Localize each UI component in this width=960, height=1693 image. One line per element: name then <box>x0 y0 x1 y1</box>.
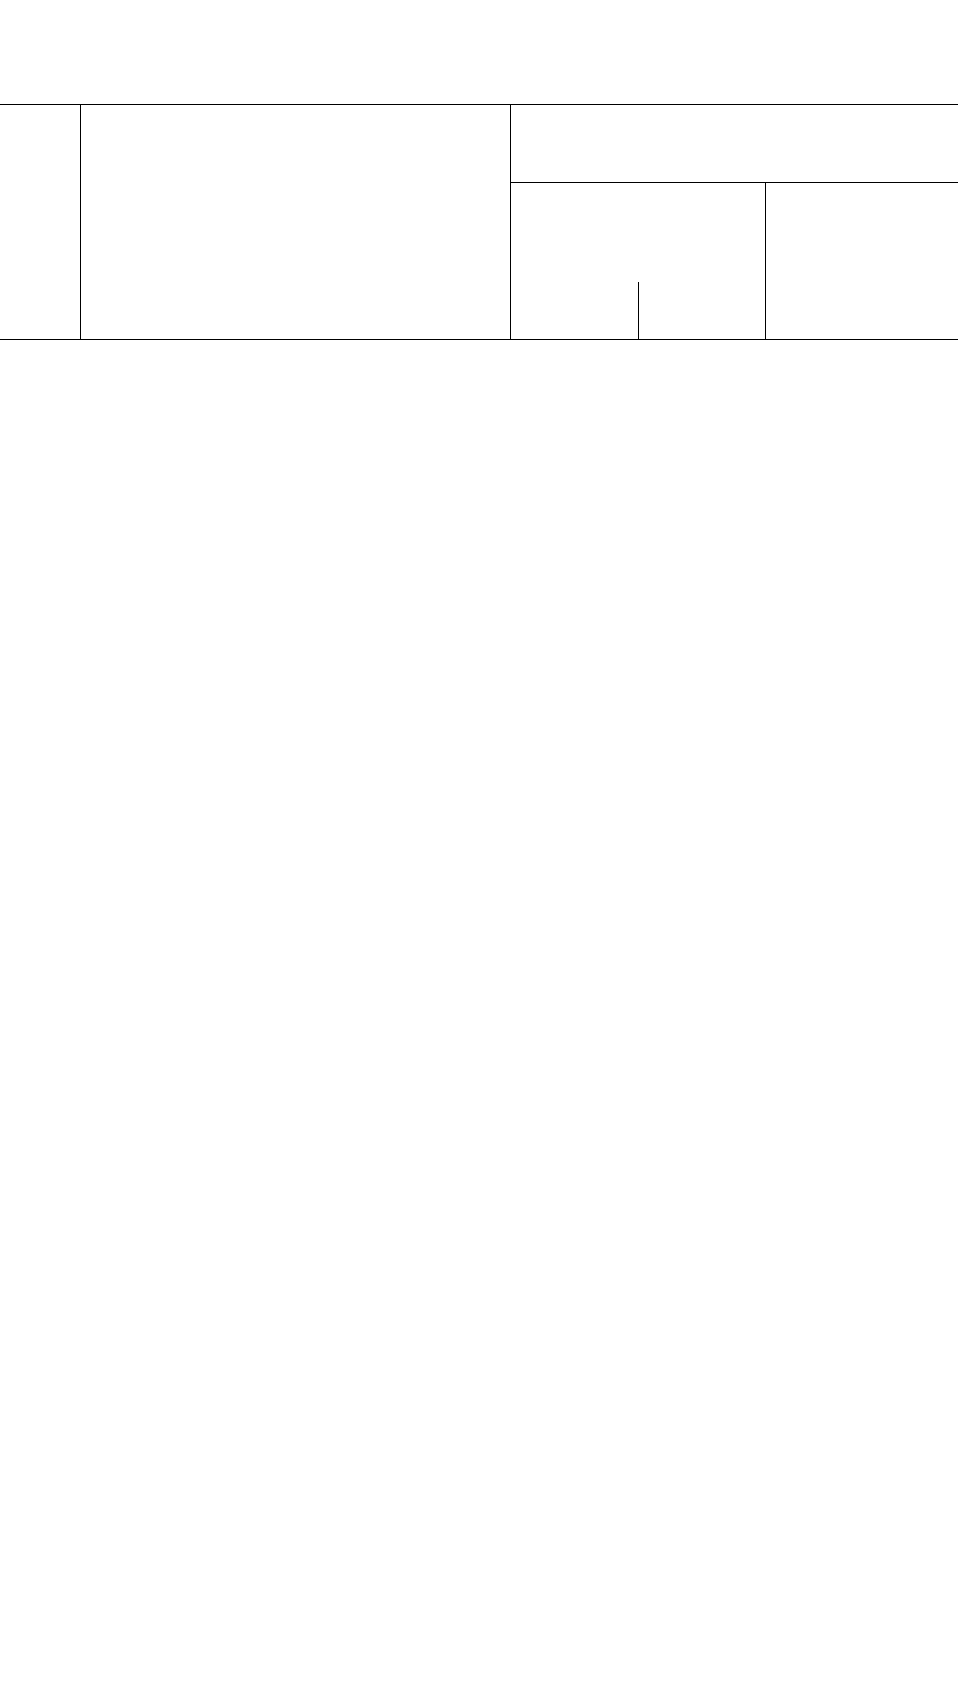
header-divider <box>80 104 81 339</box>
total-row <box>0 956 960 984</box>
extra-row <box>0 1043 960 1071</box>
header-divider <box>765 182 766 339</box>
header-divider <box>510 104 511 339</box>
header-divider <box>511 182 958 183</box>
header-divider <box>638 282 639 339</box>
table-header <box>0 104 958 340</box>
extra-row <box>0 1071 960 1099</box>
